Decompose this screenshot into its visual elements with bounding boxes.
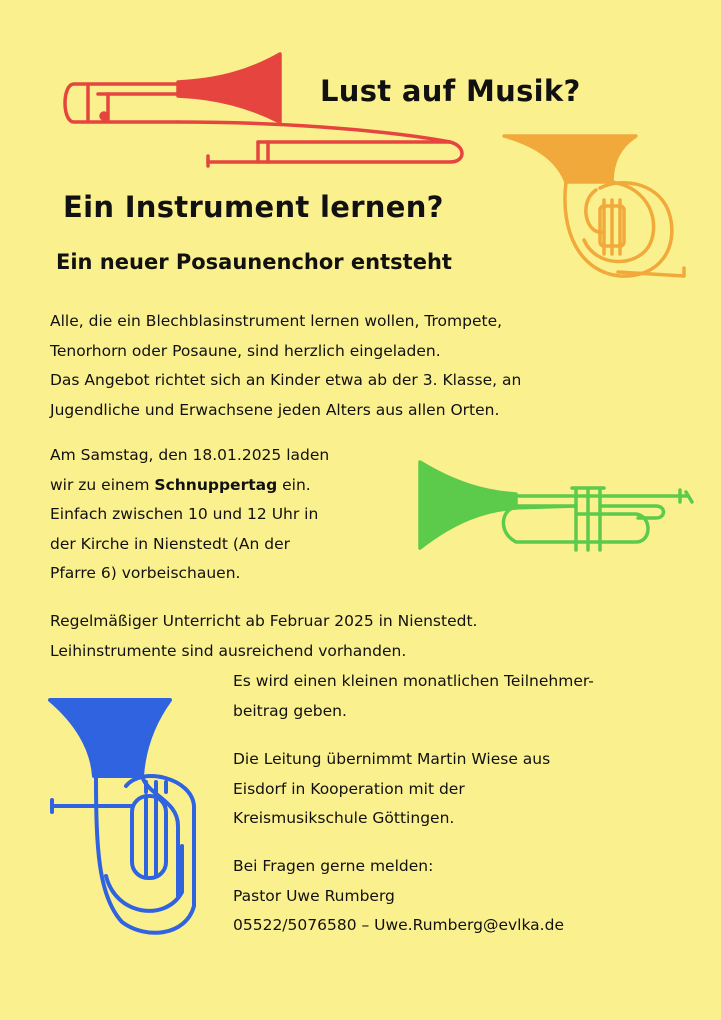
leadership-line: Kreismusikschule Göttingen.: [233, 809, 455, 828]
fee-paragraph: [233, 667, 594, 726]
page-title: Lust auf Musik?: [320, 74, 581, 108]
contact-block: [233, 852, 564, 941]
intro-paragraph: [50, 307, 521, 425]
fee-line: Es wird einen kleinen monatlichen Teilnehmer-: [233, 672, 594, 690]
event-line: Pfarre 6) vorbeischauen.: [50, 564, 241, 583]
event-highlight: Schnuppertag: [154, 475, 278, 494]
intro-line: Das Angebot richtet sich an Kinder etwa ab der 3. Klasse, an: [50, 371, 522, 390]
baritone-horn-icon: [46, 696, 206, 946]
event-paragraph: [50, 441, 329, 589]
tagline: Ein neuer Posaunenchor entsteht: [56, 250, 452, 274]
lessons-line: Leihinstrumente sind ausreichend vorhanden.: [50, 641, 407, 660]
event-line: der Kirche in Nienstedt (An der: [50, 534, 290, 553]
leadership-line: Eisdorf in Kooperation mit der: [233, 779, 465, 798]
leadership-line: Die Leitung übernimmt Martin Wiese aus: [233, 750, 551, 768]
contact-phone-email: 05522/5076580 – Uwe.Rumberg@evlka.de: [233, 916, 564, 935]
lessons-paragraph: [50, 607, 477, 666]
subtitle: Ein Instrument lernen?: [63, 190, 444, 224]
lessons-line: Regelmäßiger Unterricht ab Februar 2025 in Nienstedt.: [50, 612, 478, 630]
event-line: Einfach zwischen 10 und 12 Uhr in: [50, 505, 319, 524]
fee-line: beitrag geben.: [233, 701, 347, 720]
french-horn-icon: [500, 132, 690, 282]
intro-line: Tenorhorn oder Posaune, sind herzlich eingeladen.: [50, 341, 441, 360]
intro-line: Jugendliche und Erwachsene jeden Alters aus allen Orten.: [50, 400, 500, 419]
intro-line: Alle, die ein Blechblasinstrument lernen wollen, Trompete,: [50, 312, 503, 330]
contact-heading: Bei Fragen gerne melden:: [233, 857, 434, 875]
event-line: wir zu einem Schnuppertag ein.: [50, 475, 311, 494]
leadership-paragraph: [233, 745, 550, 834]
trombone-icon: [58, 50, 478, 180]
event-line: Am Samstag, den 18.01.2025 laden: [50, 446, 330, 464]
trumpet-icon: [416, 458, 696, 558]
contact-name: Pastor Uwe Rumberg: [233, 886, 395, 905]
